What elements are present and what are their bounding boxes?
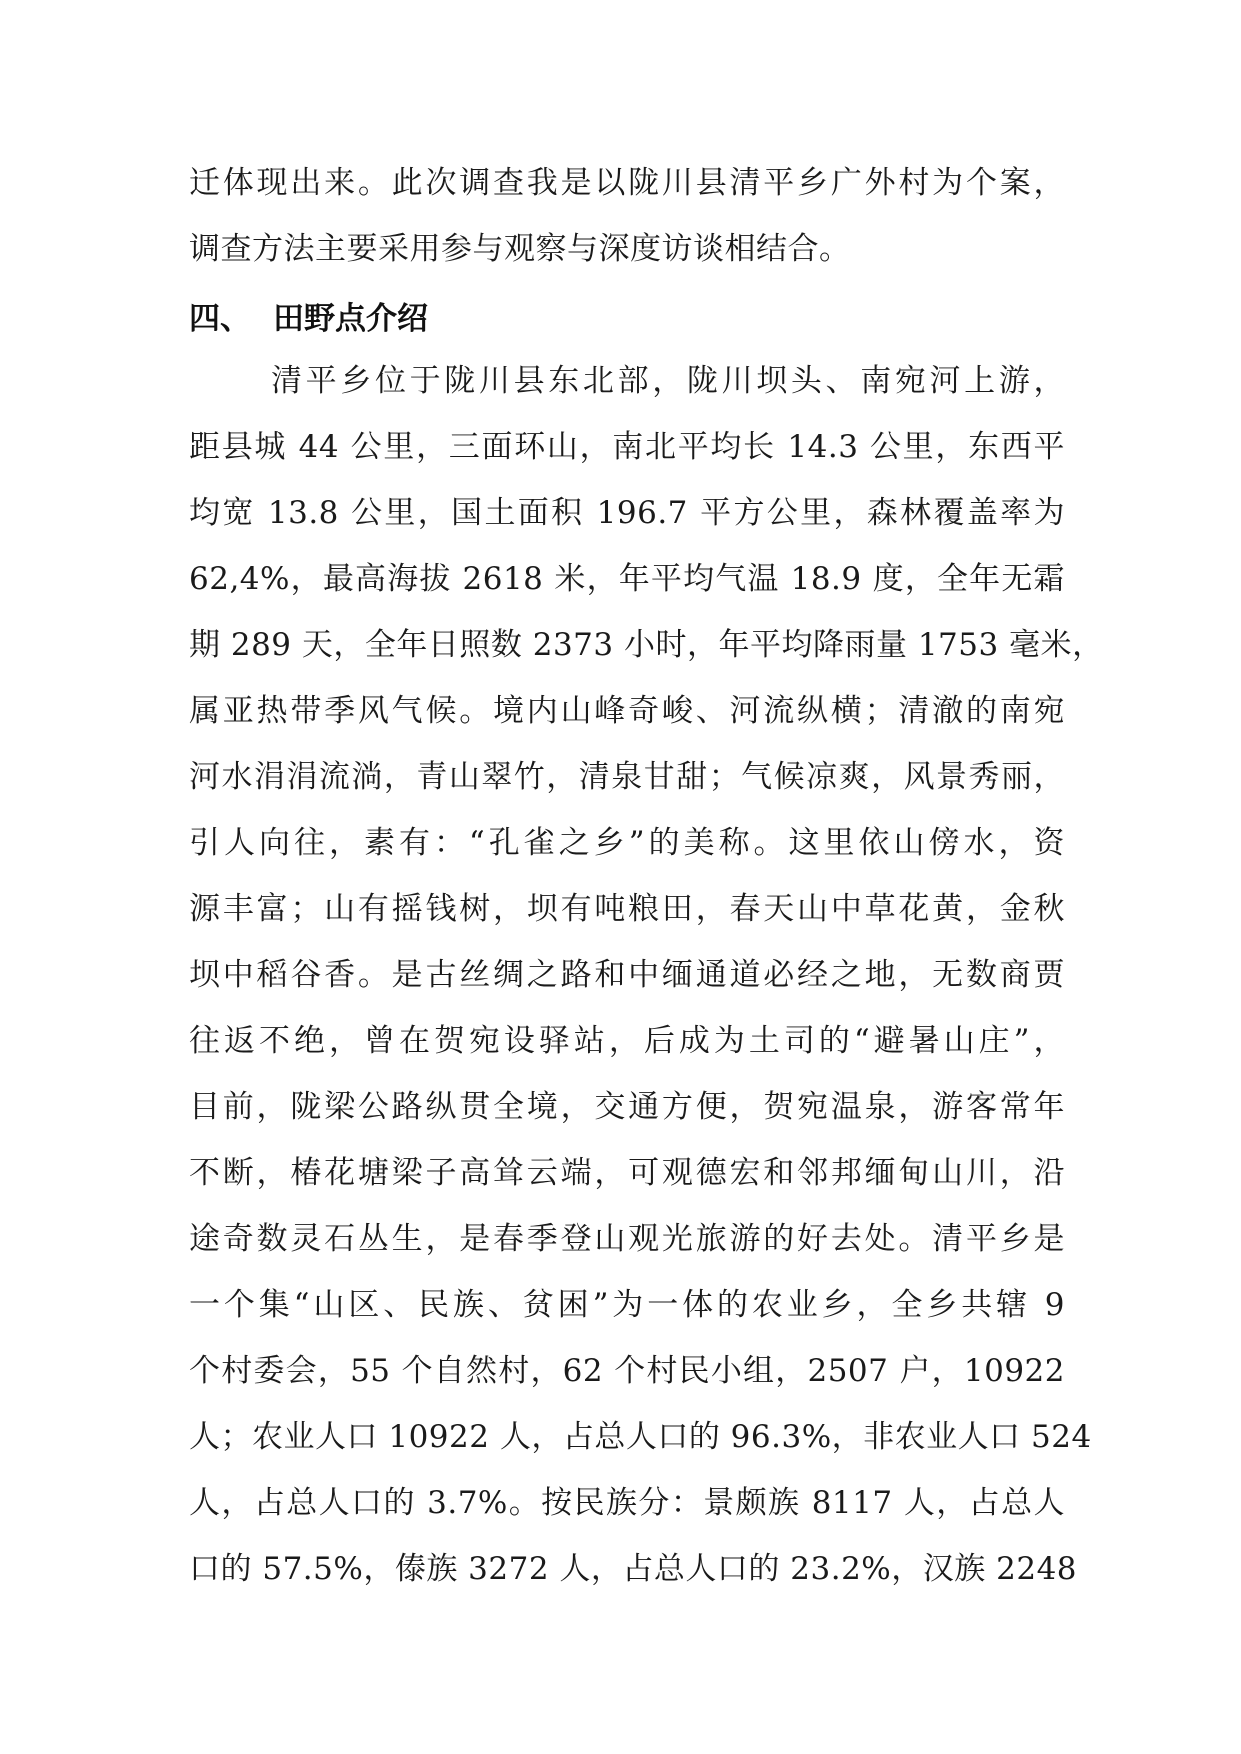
text-line: 源丰富；山有摇钱树，坝有吨粮田，春天山中草花黄，金秋: [189, 891, 1065, 927]
text-line: 不断，椿花塘梁子高耸云端，可观德宏和邻邦缅甸山川，沿: [189, 1155, 1065, 1191]
text-line: 往返不绝，曾在贺宛设驿站，后成为土司的“避暑山庄”，: [189, 1023, 1065, 1059]
text-line: 期 289 天，全年日照数 2373 小时，年平均降雨量 1753 毫米，: [189, 627, 1104, 663]
section-number: 四、: [189, 300, 251, 337]
text-line: 均宽 13.8 公里，国土面积 196.7 平方公里，森林覆盖率为: [189, 495, 1065, 531]
text-line: 坝中稻谷香。是古丝绸之路和中缅通道必经之地，无数商贾: [189, 957, 1065, 993]
text-line: 迁体现出来。此次调查我是以陇川县清平乡广外村为个案，: [189, 165, 1065, 201]
text-line: 调查方法主要采用参与观察与深度访谈相结合。: [189, 231, 851, 267]
text-line: 个村委会，55 个自然村，62 个村民小组，2507 户，10922: [189, 1353, 1065, 1389]
text-line: 途奇数灵石丛生，是春季登山观光旅游的好去处。清平乡是: [189, 1221, 1065, 1257]
text-line: 引人向往，素有：“孔雀之乡”的美称。这里依山傍水，资: [189, 825, 1065, 861]
section-title: 田野点介绍: [273, 300, 428, 337]
body-paragraph: [189, 348, 1104, 1602]
text-line: 口的 57.5%，傣族 3272 人，占总人口的 23.2%，汉族 2248: [189, 1551, 1078, 1587]
text-line: 清平乡位于陇川县东北部，陇川坝头、南宛河上游，: [271, 363, 1065, 399]
text-line: 人，占总人口的 3.7%。按民族分：景颇族 8117 人，占总人: [189, 1485, 1065, 1521]
text-line: 人；农业人口 10922 人，占总人口的 96.3%，非农业人口 524: [189, 1419, 1092, 1455]
text-line: 属亚热带季风气候。境内山峰奇峻、河流纵横；清澈的南宛: [189, 693, 1065, 729]
text-line: 距县城 44 公里，三面环山，南北平均长 14.3 公里，东西平: [189, 429, 1065, 465]
section-heading: [189, 282, 428, 348]
text-line: 河水涓涓流淌，青山翠竹，清泉甘甜；气候凉爽，风景秀丽，: [189, 759, 1065, 795]
text-line: 62,4%，最高海拔 2618 米，年平均气温 18.9 度，全年无霜: [189, 561, 1065, 597]
intro-paragraph: [189, 150, 1065, 282]
text-line: 一个集“山区、民族、贫困”为一体的农业乡，全乡共辖 9: [189, 1287, 1065, 1323]
text-line: 目前，陇梁公路纵贯全境，交通方便，贺宛温泉，游客常年: [189, 1089, 1065, 1125]
